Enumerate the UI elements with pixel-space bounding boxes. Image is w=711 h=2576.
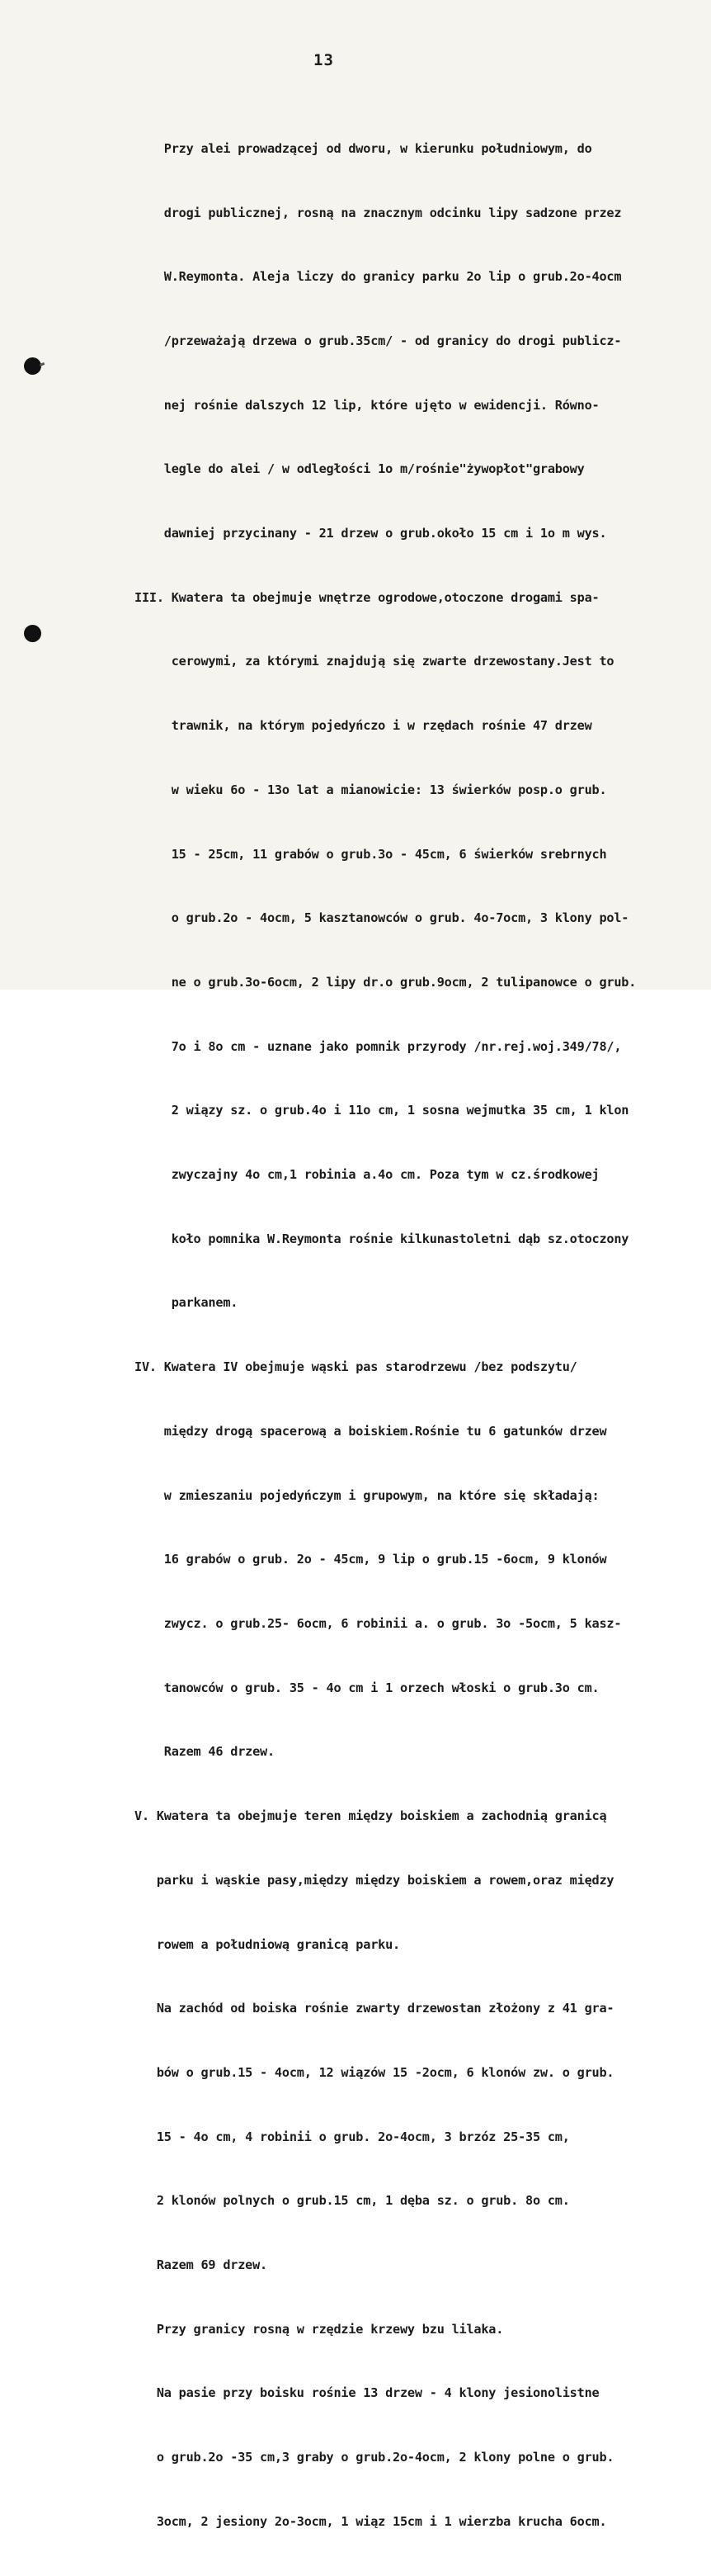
text-line: zwyczajny 4o cm,1 robinia a.4o cm. Poza tym w cz.środkowej <box>134 1167 600 1183</box>
text-line: w zmieszaniu pojedyńczym i grupowym, na które się składają: <box>134 1487 600 1503</box>
text-line: parkanem. <box>134 1295 238 1311</box>
punch-hole <box>24 625 41 642</box>
text-line: Przy alei prowadzącej od dworu, w kierunku południowym, do <box>134 140 592 156</box>
text-line: legle do alei / w odległości 1o m/rośnie"żywopłot"grabowy <box>134 461 585 477</box>
text-line: V. Kwatera ta obejmuje teren między boiskiem a zachodnią granicą <box>134 1808 607 1824</box>
page-number: 13 <box>313 51 334 69</box>
text-line: III. Kwatera ta obejmuje wnętrze ogrodowe,otoczone drogami spa- <box>134 589 600 605</box>
text-line: 7o i 8o cm - uznane jako pomnik przyrody /nr.rej.woj.349/78/, <box>134 1038 622 1054</box>
text-line: o grub.2o - 4ocm, 5 kasztanowców o grub. 4o-7ocm, 3 klony pol- <box>134 910 629 926</box>
text-line: koło pomnika W.Reymonta rośnie kilkunastoletni dąb sz.otoczony <box>134 1231 629 1246</box>
text-line: Przy granicy rosną w rzędzie krzewy bzu lilaka. <box>134 2321 504 2337</box>
text-line: Razem 69 drzew. <box>134 2257 267 2273</box>
text-line: W.Reymonta. Aleja liczy do granicy parku 2o lip o grub.2o-4ocm <box>134 269 622 285</box>
text-line: 2 wiązy sz. o grub.4o i 11o cm, 1 sosna wejmutka 35 cm, 1 klon <box>134 1103 629 1118</box>
text-line: między drogą spacerową a boiskiem.Rośnie tu 6 gatunków drzew <box>134 1423 607 1439</box>
text-line: bów o grub.15 - 4ocm, 12 wiązów 15 -2ocm, 6 klonów zw. o grub. <box>134 2064 614 2080</box>
text-line: 16 grabów o grub. 2o - 45cm, 9 lip o grub.15 -6ocm, 9 klonów <box>134 1552 607 1567</box>
text-line: nej rośnie dalszych 12 lip, które ujęto w ewidencji. Równo- <box>134 397 600 413</box>
text-line: parku i wąskie pasy,między między boiskiem a rowem,oraz między <box>134 1872 614 1888</box>
text-line: drogi publicznej, rosną na znacznym odcinku lipy sadzone przez <box>134 205 622 220</box>
text-line: IV. Kwatera IV obejmuje wąski pas starodrzewu /bez podszytu/ <box>134 1359 577 1375</box>
text-line: 3ocm, 2 jesiony 2o-3ocm, 1 wiąz 15cm i 1 wierzba krucha 6ocm. <box>134 2513 607 2529</box>
text-line: Na zachód od boiska rośnie zwarty drzewostan złożony z 41 gra- <box>134 2001 614 2016</box>
text-line: o grub.2o -35 cm,3 graby o grub.2o-4ocm, 2 klony polne o grub. <box>134 2450 614 2465</box>
text-line: w wieku 6o - 13o lat a mianowicie: 13 świerków posp.o grub. <box>134 782 607 797</box>
text-line: tanowców o grub. 35 - 4o cm i 1 orzech włoski o grub.3o cm. <box>134 1680 600 1695</box>
text-line: ne o grub.3o-6ocm, 2 lipy dr.o grub.9ocm, 2 tulipanowce o grub. <box>134 974 637 990</box>
text-line: Razem 46 drzew. <box>134 1744 275 1760</box>
text-line: rowem a południową granicą parku. <box>134 1936 400 1952</box>
text-line: cerowymi, za którymi znajdują się zwarte drzewostany.Jest to <box>134 654 614 669</box>
text-line: /przeważają drzewa o grub.35cm/ - od granicy do drogi publicz- <box>134 333 622 348</box>
text-line: zwycz. o grub.25- 6ocm, 6 robinii a. o grub. 3o -5ocm, 5 kasz- <box>134 1615 622 1631</box>
typewritten-text <box>134 96 704 2576</box>
text-line: dawniej przycinany - 21 drzew o grub.około 15 cm i 1o m wys. <box>134 526 607 541</box>
text-line: 15 - 4o cm, 4 robinii o grub. 2o-4ocm, 3 brzóz 25-35 cm, <box>134 2129 570 2144</box>
punch-hole <box>24 357 41 375</box>
text-line: Na pasie przy boisku rośnie 13 drzew - 4 klony jesionolistne <box>134 2385 600 2401</box>
text-line: 15 - 25cm, 11 grabów o grub.3o - 45cm, 6 świerków srebrnych <box>134 846 607 862</box>
punch-hole-mark <box>40 362 45 366</box>
text-line: 2 klonów polnych o grub.15 cm, 1 dęba sz. o grub. 8o cm. <box>134 2193 570 2209</box>
text-line: trawnik, na którym pojedyńczo i w rzędach rośnie 47 drzew <box>134 718 592 734</box>
